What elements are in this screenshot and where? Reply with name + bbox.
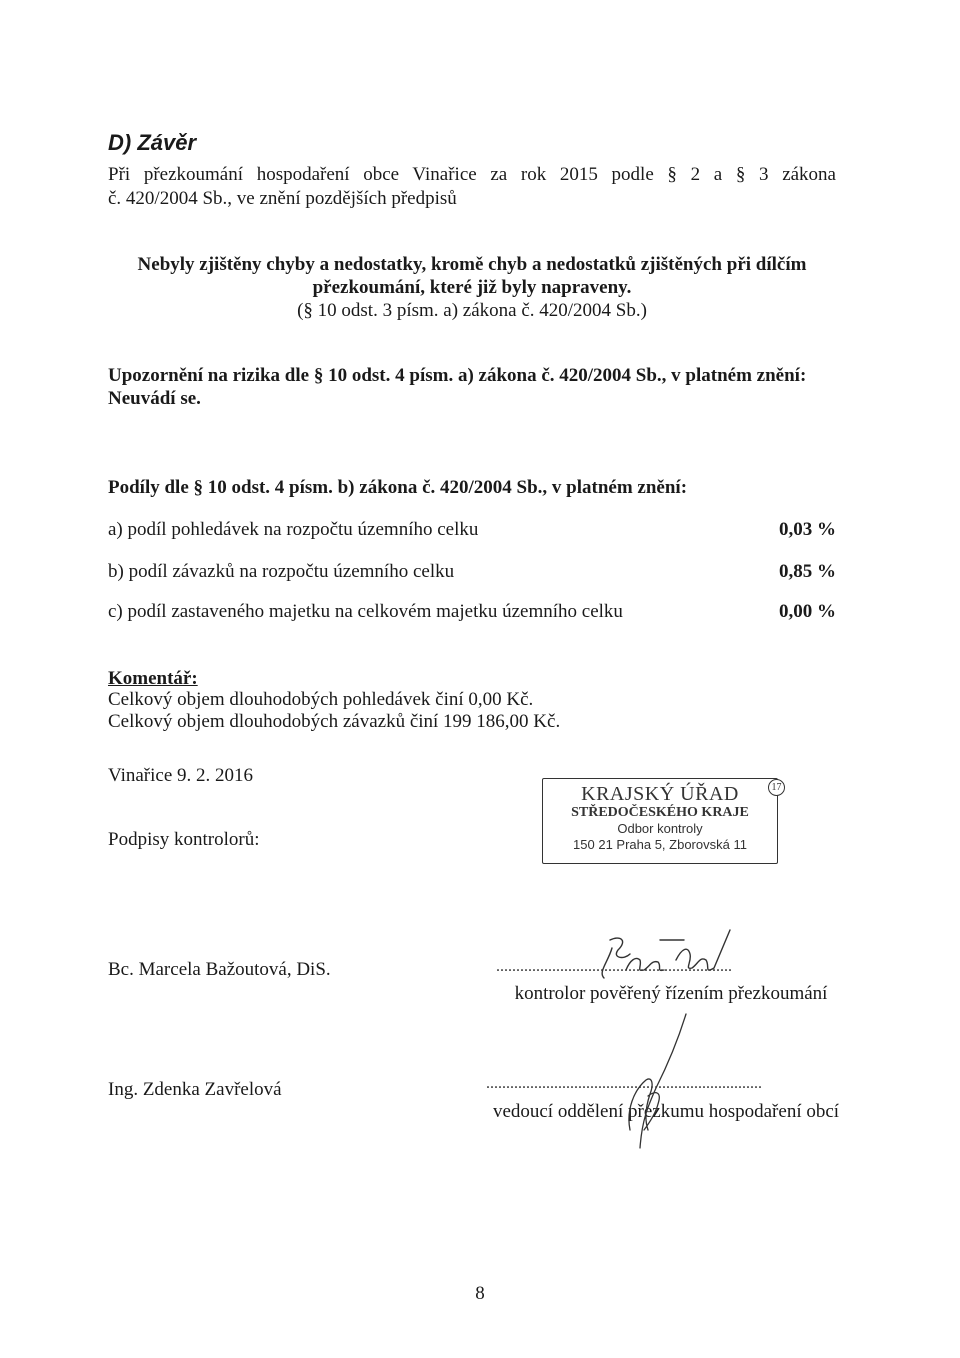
place-date: Vinařice 9. 2. 2016 (108, 765, 254, 786)
stamp-line-3: Odbor kontroly (617, 821, 703, 836)
signatory-2-role: vedoucí oddělení přezkumu hospodaření obcí (492, 1101, 840, 1122)
risks-text: Neuvádí se. (108, 388, 201, 409)
share-label-a: a) podíl pohledávek na rozpočtu územního celku (108, 519, 479, 540)
share-value-a: 0,03 % (779, 519, 836, 540)
signatory-2-dotted-line: ..................................................................... (486, 1075, 762, 1092)
comment-line-1: Celkový objem dlouhodobých pohledávek činí 0,00 Kč. (108, 689, 534, 710)
signatory-1-dotted-line: ........................................................... (496, 958, 732, 975)
findings-reference: (§ 10 odst. 3 písm. a) zákona č. 420/2004 Sb.) (297, 300, 647, 321)
findings-line-1: Nebyly zjištěny chyby a nedostatky, kromě chyb a nedostatků zjištěných při dílčím (137, 254, 807, 275)
share-value-b: 0,85 % (779, 561, 836, 582)
stamp-number-badge: 17 (768, 779, 785, 796)
risks-heading: Upozornění na rizika dle § 10 odst. 4 písm. a) zákona č. 420/2004 Sb., v platném znění: (108, 365, 807, 386)
share-label-b: b) podíl závazků na rozpočtu územního celku (108, 561, 455, 582)
signatures-label: Podpisy kontrolorů: (108, 829, 260, 850)
findings-line-2: přezkoumání, které již byly napraveny. (312, 277, 632, 298)
intro-line-2: č. 420/2004 Sb., ve znění pozdějších předpisů (108, 188, 457, 209)
share-value-c: 0,00 % (779, 601, 836, 622)
shares-heading: Podíly dle § 10 odst. 4 písm. b) zákona č. 420/2004 Sb., v platném znění: (108, 477, 688, 498)
stamp-line-2: STŘEDOČESKÉHO KRAJE (571, 805, 749, 820)
signatory-2-name: Ing. Zdenka Zavřelová (108, 1079, 282, 1100)
intro-line-1: Při přezkoumání hospodaření obce Vinařice za rok 2015 podle § 2 a § 3 zákona (108, 164, 836, 185)
section-title: D) Závěr (108, 130, 197, 155)
comment-line-2: Celkový objem dlouhodobých závazků činí 199 186,00 Kč. (108, 711, 561, 732)
share-label-c: c) podíl zastaveného majetku na celkovém majetku územního celku (108, 601, 623, 622)
office-stamp (542, 778, 782, 864)
signatory-1-name: Bc. Marcela Bažoutová, DiS. (108, 959, 331, 980)
handwritten-signature-1 (580, 900, 750, 990)
stamp-line-1: KRAJSKÝ ÚŘAD (581, 783, 739, 805)
intro-paragraph (108, 163, 836, 211)
signatory-1-role: kontrolor pověřený řízením přezkoumání (514, 983, 828, 1004)
comment-heading: Komentář: (108, 668, 198, 689)
page-number: 8 (475, 1283, 485, 1304)
stamp-line-4: 150 21 Praha 5, Zborovská 11 (573, 837, 747, 852)
